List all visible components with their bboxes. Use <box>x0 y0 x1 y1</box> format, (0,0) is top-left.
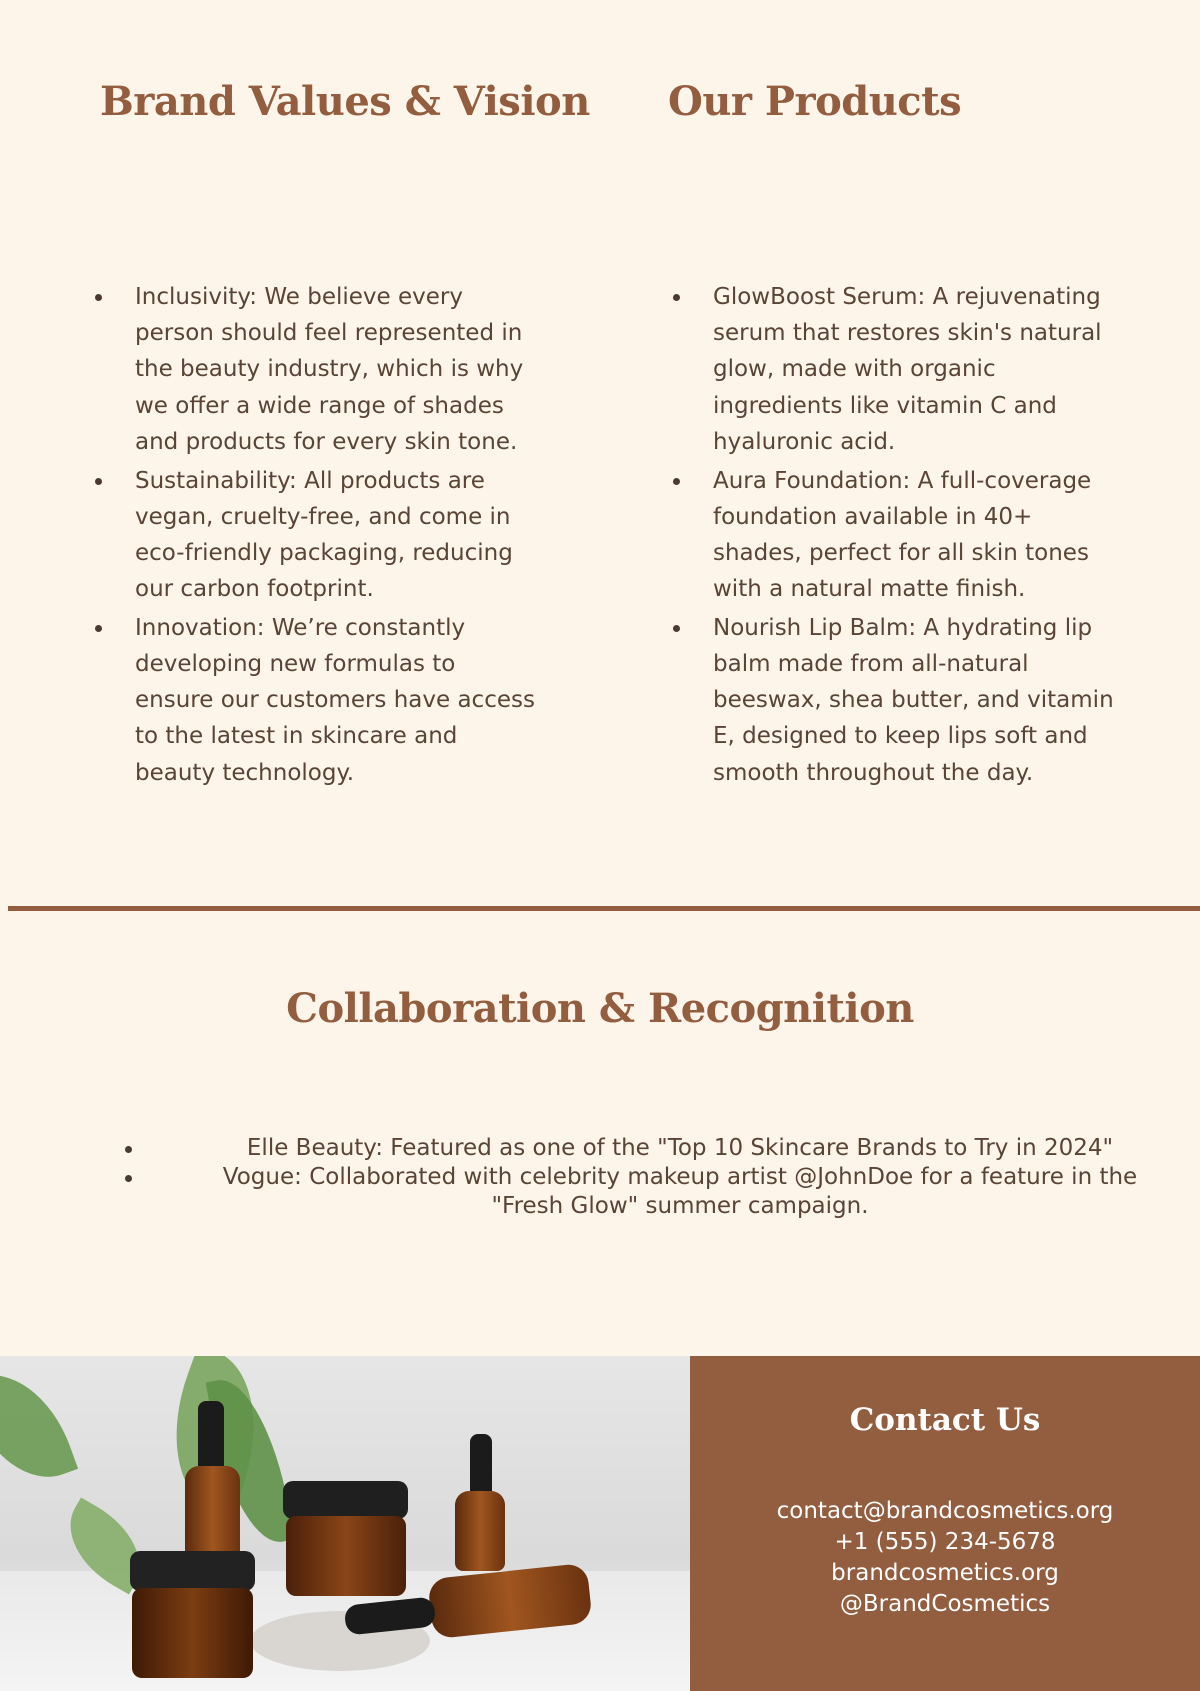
list-item: Sustainability: All products are vegan, cruelty-free, and come in eco-friendly packaging, reducing our carbon footprint. <box>135 463 535 608</box>
amber-bottle <box>455 1491 505 1571</box>
product-photo <box>0 1356 690 1691</box>
amber-bottle <box>185 1466 240 1561</box>
list-item: Aura Foundation: A full-coverage foundation available in 40+ shades, perfect for all skin tones with a natural matte finish. <box>713 463 1123 608</box>
contact-website[interactable]: brandcosmetics.org <box>831 1560 1059 1586</box>
list-item: Inclusivity: We believe every person should feel represented in the beauty industry, which is why we offer a wide range of shades and products for every skin tone. <box>135 279 535 460</box>
leaf-shape <box>0 1356 78 1496</box>
jar-lid <box>130 1551 255 1591</box>
jar-lid <box>283 1481 408 1519</box>
brand-values-list <box>135 279 535 793</box>
section-divider <box>8 906 1200 911</box>
contact-phone[interactable]: +1 (555) 234-5678 <box>834 1529 1056 1555</box>
amber-jar <box>286 1516 406 1596</box>
contact-heading: Contact Us <box>849 1402 1041 1438</box>
list-item: Vogue: Collaborated with celebrity makeup artist @JohnDoe for a feature in the "Fresh Glow" summer campaign. <box>120 1163 1160 1221</box>
dropper-cap <box>470 1434 492 1496</box>
amber-jar <box>132 1588 253 1678</box>
products-list <box>713 279 1123 793</box>
brand-values-heading: Brand Values & Vision <box>100 78 590 125</box>
collaboration-heading: Collaboration & Recognition <box>286 985 914 1032</box>
list-item: Nourish Lip Balm: A hydrating lip balm made from all-natural beeswax, shea butter, and vitamin E, designed to keep lips soft and smooth throughout the day. <box>713 610 1123 791</box>
list-item: Elle Beauty: Featured as one of the "Top 10 Skincare Brands to Try in 2024" <box>120 1134 1160 1163</box>
list-item: Innovation: We’re constantly developing new formulas to ensure our customers have access to the latest in skincare and beauty technology. <box>135 610 535 791</box>
products-heading: Our Products <box>668 78 962 125</box>
dropper-cap <box>198 1401 224 1471</box>
collaboration-list <box>120 1134 1160 1221</box>
contact-email[interactable]: contact@brandcosmetics.org <box>776 1498 1114 1524</box>
contact-panel <box>690 1356 1200 1691</box>
contact-social[interactable]: @BrandCosmetics <box>839 1591 1051 1617</box>
list-item: GlowBoost Serum: A rejuvenating serum that restores skin's natural glow, made with organic ingredients like vitamin C and hyaluronic acid. <box>713 279 1123 460</box>
contact-details <box>690 1496 1200 1620</box>
